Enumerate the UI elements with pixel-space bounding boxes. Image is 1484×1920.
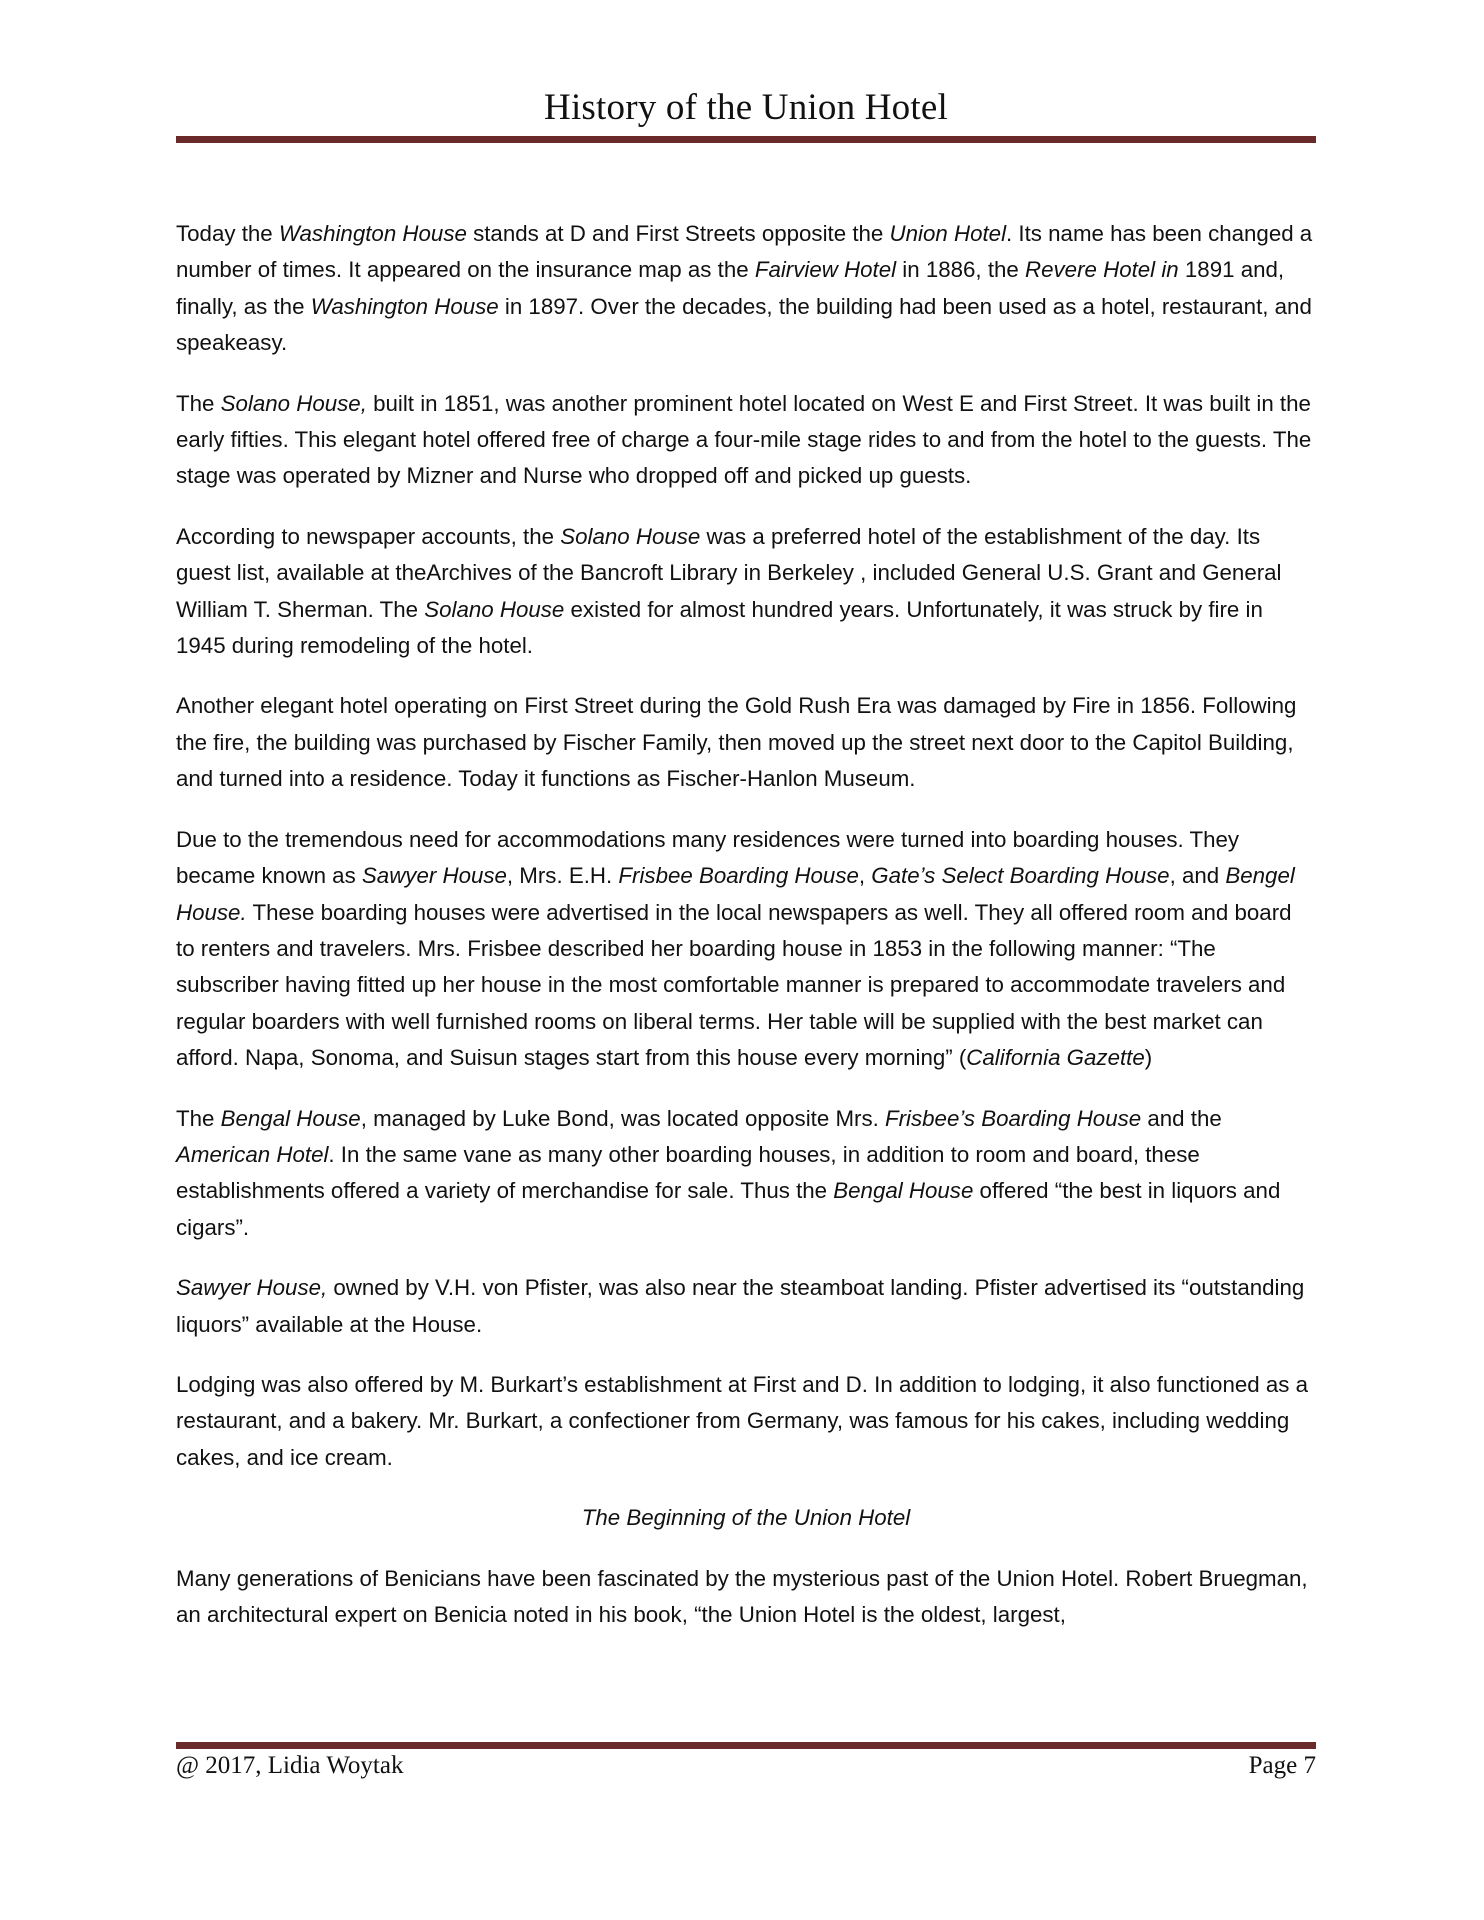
paragraph-fischer-hanlon: Another elegant hotel operating on First Street during the Gold Rush Era was damaged by Fire in 1856. Following the fire, the building was purchased by Fischer Family, then moved up the street next door to the Capitol Building, and turned into a residence. Today it functions as Fischer-Hanlon Museum. xyxy=(176,693,1297,792)
header-rule xyxy=(176,136,1316,143)
footer-copyright: @ 2017, Lidia Woytak xyxy=(176,1752,404,1779)
paragraph-solano-house: The Solano House, built in 1851, was another prominent hotel located on West E and First Street. It was built in the early fifties. This elegant hotel offered free of charge a four-mile stage rides to and from the hotel to the guests. The stage was operated by Mizner and Nurse who dropped off and picked up guests. xyxy=(176,390,1312,489)
section-heading: The Beginning of the Union Hotel xyxy=(581,1505,911,1531)
body-text xyxy=(176,216,1316,1657)
paragraph-washington-house: Today the Washington House stands at D and First Streets opposite the Union Hotel. Its name has been changed a number of times. It appeared on the insurance map as the Fairview Hotel in 1886, the Revere Hotel in 1891 and, finally, as the Washington House in 1897. Over the decades, the building had been used as a hotel, restaurant, and speakeasy. xyxy=(176,221,1313,356)
paragraph-solano-guests: According to newspaper accounts, the Solano House was a preferred hotel of the establishment of the day. Its guest list, available at theArchives of the Bancroft Library in Berkeley , included General U.S. Grant and General William T. Sherman. The Solano House existed for almost hundred years. Unfortunately, it was struck by fire in 1945 during remodeling of the hotel. xyxy=(176,523,1282,659)
page-title: History of the Union Hotel xyxy=(544,87,948,128)
paragraph-union-hotel: Many generations of Benicians have been fascinated by the mysterious past of the Union Hotel. Robert Bruegman, an architectural expert on Benicia noted in his book, “the Union Hotel is the oldest, largest, xyxy=(176,1565,1308,1627)
paragraph-burkart: Lodging was also offered by M. Burkart’s establishment at First and D. In addition to lodging, it also functioned as a restaurant, and a bakery. Mr. Burkart, a confectioner from Germany, was famous for his cakes, including wedding cakes, and ice cream. xyxy=(176,1371,1309,1470)
paragraph-bengal-house: The Bengal House, managed by Luke Bond, was located opposite Mrs. Frisbee’s Boarding House and the American Hotel. In the same vane as many other boarding houses, in addition to room and board, these establishments offered a variety of merchandise for sale. Thus the Bengal House offered “the best in liquors and cigars”. xyxy=(176,1105,1281,1240)
paragraph-boarding-houses: Due to the tremendous need for accommodations many residences were turned into boarding houses. They became known as Sawyer House, Mrs. E.H. Frisbee Boarding House, Gate’s Select Boarding House, and Bengel House. These boarding houses were advertised in the local newspapers as well. They all offered room and board to renters and travelers. Mrs. Frisbee described her boarding house in 1853 in the following manner: “The subscriber having fitted up her house in the most comfortable manner is prepared to accommodate travelers and regular boarders with well furnished rooms on liberal terms. Her table will be supplied with the best market can afford. Napa, Sonoma, and Suisun stages start from this house every morning” (California Gazette) xyxy=(176,826,1295,1071)
footer-rule xyxy=(176,1742,1316,1749)
page-number: Page 7 xyxy=(1248,1752,1316,1779)
paragraph-sawyer-house: Sawyer House, owned by V.H. von Pfister, was also near the steamboat landing. Pfister advertised its “outstanding liquors” available at the House. xyxy=(176,1275,1305,1337)
